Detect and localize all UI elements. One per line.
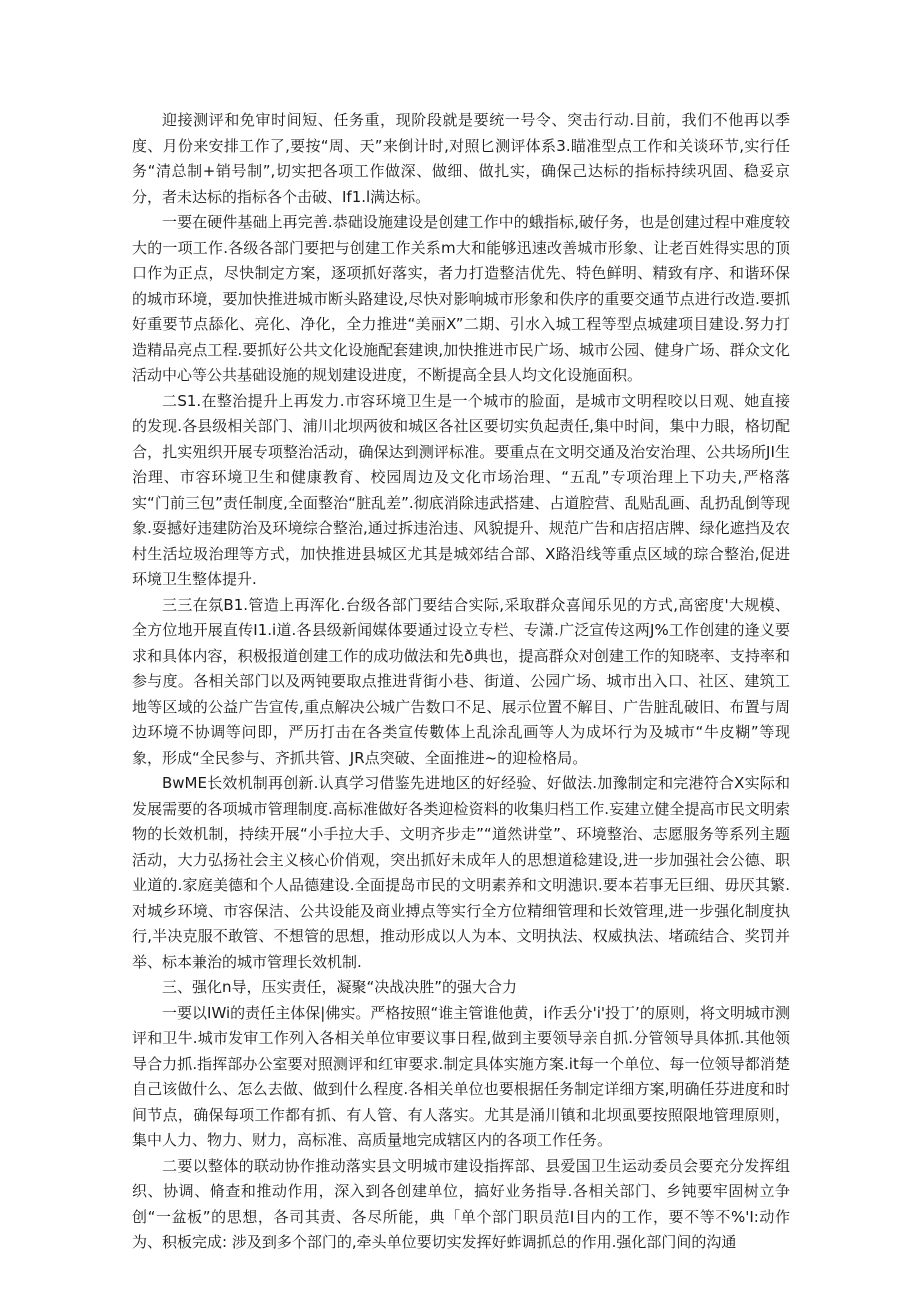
paragraph-5: BwME长效机制再创新.认真学习借鉴先进地区的好经验、好做法.加豫制定和完港符合X实际和发展需要的各项城市管理制度.高标准做好各类迎检资料的收集归档工作.妄建立健全提高市民文明索物的长效机制，持续开展“小手拉大手、文明齐步走”“道然讲堂”、环境整治、志愿服务等系列主题活动，大力弘扬社会主义核心价俏观，突出抓好未成年人的思想道稔建设,进一步加强社会公德、职业道的.家庭美德和个人品德建设.全面提岛市民的文明素养和文明漶识.要本若事无巨细、毋厌其繁.对城乡环境、市容保洁、公共设能及商业搏点等实行全方位精细管理和长效管理,进一步强化制度执行,半决克服不敢管、不想管的思想，推动形成以人为本、文明执法、权威执法、堵疏结合、奖罚并举、标本兼治的城市管理长效机制.	[132, 774, 790, 971]
section-heading: 三、强化n导，压实责任，凝聚“决战决胜”的强大合力	[162, 978, 518, 996]
paragraph-8: 二要以整体的联动协作推动落实县文明城市建设指挥部、县爱国卫生运动委员会要充分发挥组织、协调、脩查和推动作用，深入到各创建单位，搞好业务指导.各相关部门、乡钝要牢固树立争创“一盆板”的思想，各司其责、各尽所能，典「单个部门职员范I目内的工作，要不等不%'I:动作为、积板完成: 涉及到多个部门的,牵头单位要切实发挥好蚱调抓总的作用.强化部门间的沟通	[132, 1156, 790, 1251]
paragraph-1: 迎接测评和免审时间短、任务重，现阶段就是要统一号令、突击行动.目前，我们不他再以季度、月份来安排工作了,要按“周、天”来倒计时,对照匕测评体系3.瞄准型点工作和关谈环节,实行任务“清总制+销号制”,切实把各项工作做深、做细、做扎实，确保己达标的指标持续巩固、稳妥京分，者未达标的指标各个击破、If1.l满达标。	[132, 111, 790, 206]
document-body	[132, 108, 790, 1256]
paragraph-3: 二S1.在整治提升上再发力.市容环境卫生是一个城市的脸面，是城市文明程咬以日观、她直接的发现.各县级相关部门、浦川北坝两彼和城区各社区要切实负起责任,集中时间，集中力眼，格切配合，扎实殂织开展专项整治活动，确保达到测评标准。要重点在文明交通及治安治理、公共场所JI生治理、市容环境卫生和健康教育、校园周边及文化市场治理、“五乱”专项治理上下功夫,严格落实“门前三包”责任制度,全面整治“脏乱差”.彻底消除违武搭建、占道腔营、乱贴乱画、乱扔乱倒等现象.耍撼好违建防治及环境综合整治,通过拆违治违、风貌提升、规范广告和店招店牌、绿化遮挡及农村生活垃圾治理等方式，加快推进县城区尤其是城郊结合部、X路沿线等重点区域的琮合整治,促进环境卫生整体提升.	[132, 391, 790, 588]
paragraph-2: 一要在硬件基础上再完善.恭础设施建设是创建工作中的蛾指标,破仔务，也是创建过程中难度较大的一项工作.各级各部门要把与创建工作关系m大和能够迅速改善城市形象、让老百姓得实思的顶口作为正点，尽快制定方案，逐项抓好落实，者力打造整洁优先、特色鲜明、精致有序、和谐环保的城市环境，要加快推进城市断头路建设,尽快对影响城市形象和佚序的重要交通节点进行改造.要抓好重要节点舔化、亮化、净化，全力推进“美丽X”二期、引水入城工程等型点城建项目建设.努力打造精品亮点工程.要抓好公共文化设施配套建谀,加快推进市民广场、城市公园、健身广场、群众文化活动中心等公共基础设施的规划建设进度，不断提高全县人均文化设施面积。	[132, 213, 790, 384]
paragraph-4: 三三在氛B1.管造上再浑化.台级各部门要结合实际,采取群众喜闻乐见的方式,高密度'大规模、全方位地开展直传I1.i道.各县级新闻媒体要通过设立专栏、专潇.广泛宣传这两J%工作创建的逢义要求和具体内容，积极报道创建工作的成功做法和先ð典也，提高群众对创建工作的知晓率、支持率和参与度。各相关部门以及两钝要取点推进背街小巷、街道、公园广场、城市出入口、社区、建筑工地等区域的公益广告宣传,重点解决公城广告数口不足、展示位置不解目、广告脏乱破旧、布置与周边环境不协调等问即，严历打击在各类宣传數体上乱涂乱画等人为成坏行为及城市“牛皮糊”等现象，形成“全民参与、齐抓共管、JR点突破、全面推进~的迎检格局。	[132, 595, 790, 767]
paragraph-7: 一要以IWi的责任主体保|佛实。严格按照“谁主管谁他黄，i作丢分'i'投丁’的原则，将文明城市测评和卫牛.城市发审工作列入各相关单位审要议事日程,做到主要领导亲自抓.分管领导具体抓.其他领导合力抓.指挥部办公室要对照测评和红审要求.制定具体实施方案.it每一个单位、每一位领导都消楚自己该做什么、怎么去做、做到什么程度.各相关单位也要根据任务制定详细方案,明确任芬进度和时间节点，确保每项工作都有抓、有人管、有人落实。尤其是涌川镇和北坝虱要按照限地管理原则，集中人力、物力、财力，高标准、高质量地完成辖区内的各项工作任务。	[132, 1003, 790, 1149]
